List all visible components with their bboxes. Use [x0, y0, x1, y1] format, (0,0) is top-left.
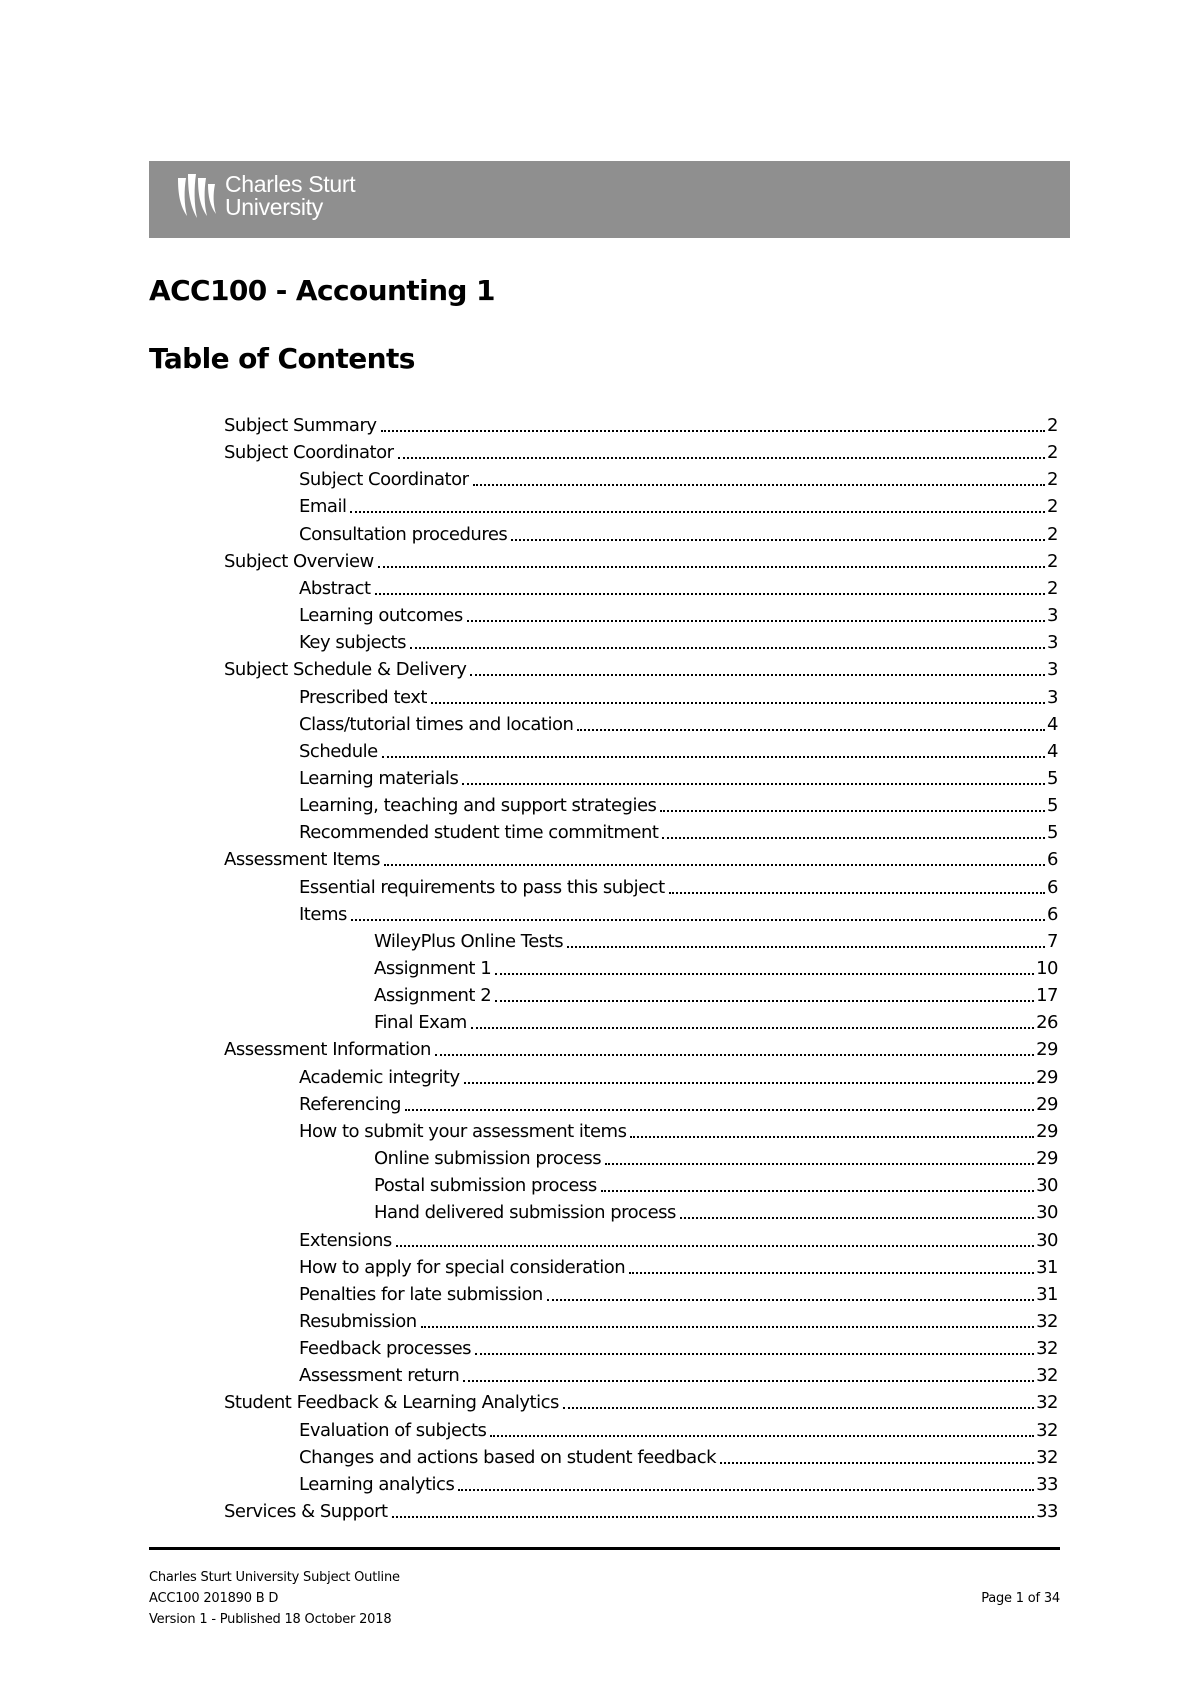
toc-entry-label: Learning materials [299, 767, 459, 789]
toc-entry[interactable] [299, 682, 1058, 709]
toc-entry-page: 32 [1036, 1446, 1058, 1468]
toc-entry-label: Extensions [299, 1229, 392, 1251]
toc-entry-page: 30 [1036, 1202, 1058, 1224]
toc-entry-page: 2 [1047, 442, 1058, 464]
toc-entry-label: Subject Coordinator [299, 469, 469, 491]
toc-dot-leader [629, 1272, 1034, 1274]
toc-entry-label: Essential requirements to pass this subject [299, 876, 665, 898]
toc-entry[interactable] [224, 1034, 1058, 1061]
toc-dot-leader [563, 1407, 1034, 1409]
toc-dot-leader [410, 647, 1045, 649]
toc-entry-page: 2 [1047, 415, 1058, 436]
toc-entry[interactable] [299, 736, 1058, 763]
toc-dot-leader [462, 783, 1045, 785]
toc-entry-label: How to apply for special consideration [299, 1256, 626, 1278]
toc-dot-leader [421, 1326, 1034, 1328]
toc-entry-page: 29 [1036, 1066, 1058, 1088]
toc-entry-page: 5 [1047, 822, 1058, 844]
toc-entry[interactable] [299, 1279, 1058, 1306]
toc-entry[interactable] [299, 491, 1058, 518]
toc-dot-leader [605, 1163, 1034, 1165]
toc-entry-label: Final Exam [374, 1012, 467, 1034]
toc-entry-label: Abstract [299, 577, 371, 599]
toc-entry[interactable] [299, 817, 1058, 844]
toc-entry-label: Assessment Information [224, 1039, 431, 1061]
toc-entry-label: Assessment Items [224, 849, 381, 871]
footer-institution: Charles Sturt University Subject Outline [149, 1570, 400, 1585]
toc-entry-label: Items [299, 903, 347, 925]
toc-entry-page: 32 [1036, 1338, 1058, 1360]
toc-entry-page: 33 [1036, 1473, 1058, 1495]
toc-entry-label: Key subjects [299, 632, 406, 654]
toc-entry[interactable] [299, 899, 1058, 926]
footer-page-number: Page 1 of 34 [981, 1591, 1060, 1606]
toc-entry-page: 32 [1036, 1365, 1058, 1387]
toc-dot-leader [351, 919, 1045, 921]
toc-dot-leader [458, 1489, 1034, 1491]
toc-entry-label: Subject Schedule & Delivery [224, 659, 467, 681]
toc-entry[interactable] [224, 654, 1058, 681]
toc-dot-leader [381, 430, 1046, 432]
toc-dot-leader [350, 511, 1045, 513]
logo-line-2: University [225, 194, 323, 220]
toc-entry-label: Recommended student time commitment [299, 822, 659, 844]
toc-dot-leader [601, 1190, 1034, 1192]
toc-dot-leader [405, 1109, 1034, 1111]
toc-entry[interactable] [224, 1387, 1058, 1414]
toc-dot-leader [431, 702, 1045, 704]
toc-entry[interactable] [299, 1333, 1058, 1360]
toc-entry-label: Penalties for late submission [299, 1283, 543, 1305]
toc-entry[interactable] [224, 437, 1058, 464]
footer-divider [149, 1547, 1060, 1550]
toc-dot-leader [384, 864, 1045, 866]
toc-entry-label: Assessment return [299, 1365, 460, 1387]
toc-entry-page: 2 [1047, 577, 1058, 599]
toc-dot-leader [680, 1217, 1034, 1219]
toc-entry-page: 32 [1036, 1310, 1058, 1332]
toc-entry-page: 3 [1047, 605, 1058, 627]
toc-dot-leader [490, 1435, 1034, 1437]
toc-entry-page: 30 [1036, 1175, 1058, 1197]
toc-entry-page: 4 [1047, 713, 1058, 735]
toc-entry-page: 6 [1047, 876, 1058, 898]
toc-entry-label: Class/tutorial times and location [299, 713, 574, 735]
toc-entry-page: 31 [1036, 1283, 1058, 1305]
toc-entry[interactable] [374, 1143, 1058, 1170]
toc-entry-label: Learning analytics [299, 1473, 455, 1495]
toc-entry-label: Learning outcomes [299, 605, 463, 627]
toc-entry-label: Changes and actions based on student feedback [299, 1446, 717, 1468]
toc-entry-label: Consultation procedures [299, 523, 508, 545]
toc-entry-page: 2 [1047, 469, 1058, 491]
toc-entry-page: 26 [1036, 1012, 1058, 1034]
toc-entry-page: 32 [1036, 1419, 1058, 1441]
toc-dot-leader [630, 1136, 1034, 1138]
toc-entry-page: 31 [1036, 1256, 1058, 1278]
toc-entry-page: 2 [1047, 550, 1058, 572]
toc-entry[interactable] [299, 1252, 1058, 1279]
toc-entry-page: 29 [1036, 1039, 1058, 1061]
toc-entry-page: 32 [1036, 1392, 1058, 1414]
toc-entry-label: Postal submission process [374, 1175, 597, 1197]
toc-entry[interactable] [299, 464, 1058, 491]
toc-entry-page: 5 [1047, 795, 1058, 817]
toc-entry[interactable] [374, 1007, 1058, 1034]
toc-dot-leader [475, 1353, 1034, 1355]
toc-entry-page: 4 [1047, 740, 1058, 762]
toc-entry[interactable] [374, 953, 1058, 980]
toc-entry[interactable] [299, 790, 1058, 817]
toc-entry[interactable] [299, 872, 1058, 899]
toc-entry[interactable] [299, 1469, 1058, 1496]
toc-dot-leader [577, 729, 1045, 731]
toc-dot-leader [567, 946, 1045, 948]
toc-entry[interactable] [299, 1225, 1058, 1252]
toc-dot-leader [375, 593, 1045, 595]
toc-heading: Table of Contents [149, 342, 415, 375]
toc-dot-leader [382, 756, 1045, 758]
toc-entry-page: 3 [1047, 686, 1058, 708]
toc-dot-leader [720, 1462, 1034, 1464]
toc-entry-page: 29 [1036, 1093, 1058, 1115]
toc-entry-page: 6 [1047, 903, 1058, 925]
toc-dot-leader [495, 1000, 1034, 1002]
toc-entry-label: How to submit your assessment items [299, 1120, 627, 1142]
toc-dot-leader [511, 539, 1045, 541]
toc-entry-label: Feedback processes [299, 1338, 472, 1360]
toc-entry-page: 2 [1047, 496, 1058, 518]
toc-entry-label: Email [299, 496, 347, 518]
toc-entry[interactable] [299, 1089, 1058, 1116]
toc-entry-page: 33 [1036, 1501, 1058, 1522]
university-logo [175, 172, 355, 220]
toc-entry[interactable] [299, 1360, 1058, 1387]
toc-entry-label: Academic integrity [299, 1066, 460, 1088]
toc-dot-leader [398, 457, 1046, 459]
toc-dot-leader [660, 810, 1045, 812]
toc-entry-label: Subject Summary [224, 415, 377, 436]
toc-dot-leader [662, 837, 1045, 839]
toc-entry-label: Learning, teaching and support strategies [299, 795, 657, 817]
toc-dot-leader [392, 1516, 1035, 1518]
toc-entry-page: 5 [1047, 767, 1058, 789]
toc-entry-page: 3 [1047, 632, 1058, 654]
toc-entry[interactable] [299, 573, 1058, 600]
toc-entry-page: 3 [1047, 659, 1058, 681]
toc-entry[interactable] [299, 1415, 1058, 1442]
toc-dot-leader [547, 1299, 1034, 1301]
toc-entry[interactable] [374, 1197, 1058, 1224]
toc-entry-label: Subject Overview [224, 550, 374, 572]
logo-line-1: Charles Sturt [225, 171, 356, 197]
toc-entry[interactable] [224, 1496, 1058, 1523]
toc-entry-label: Evaluation of subjects [299, 1419, 487, 1441]
toc-entry-page: 2 [1047, 523, 1058, 545]
toc-entry-page: 10 [1036, 958, 1058, 979]
toc-entry[interactable] [374, 980, 1058, 1007]
toc-entry-label: Assignment 1 [374, 958, 492, 979]
toc-entry-label: Hand delivered submission process [374, 1202, 676, 1224]
toc-entry[interactable] [299, 763, 1058, 790]
toc-entry-label: Resubmission [299, 1310, 417, 1332]
toc-entry-page: 7 [1047, 930, 1058, 952]
toc-entry[interactable] [299, 1116, 1058, 1143]
toc-entry-label: Prescribed text [299, 686, 427, 708]
footer-subject-code: ACC100 201890 B D [149, 1591, 279, 1606]
toc-entry[interactable] [374, 1170, 1058, 1197]
toc-dot-leader [435, 1054, 1034, 1056]
toc-entry[interactable] [299, 600, 1058, 627]
toc-entry-label: Online submission process [374, 1148, 602, 1170]
toc-entry[interactable] [299, 1306, 1058, 1333]
toc-entry-page: 30 [1036, 1229, 1058, 1251]
toc-dot-leader [396, 1245, 1034, 1247]
toc-entry[interactable] [299, 709, 1058, 736]
toc-entry-page: 29 [1036, 1148, 1058, 1170]
toc-entry[interactable] [299, 1442, 1058, 1469]
toc-entry-label: Student Feedback & Learning Analytics [224, 1392, 559, 1414]
toc-entry[interactable] [224, 844, 1058, 871]
toc-dot-leader [464, 1082, 1034, 1084]
toc-dot-leader [669, 892, 1045, 894]
footer-version: Version 1 - Published 18 October 2018 [149, 1612, 392, 1627]
toc-entry-page: 6 [1047, 849, 1058, 871]
toc-entry-label: Assignment 2 [374, 985, 492, 1007]
toc-dot-leader [463, 1380, 1034, 1382]
university-crest-icon [175, 172, 219, 220]
toc-entry-label: Referencing [299, 1093, 401, 1115]
toc-entry-label: WileyPlus Online Tests [374, 930, 564, 952]
toc-dot-leader [378, 566, 1045, 568]
toc-entry[interactable] [299, 1062, 1058, 1089]
toc-entry-label: Services & Support [224, 1501, 388, 1522]
toc-dot-leader [495, 973, 1034, 975]
toc-entry-page: 17 [1036, 985, 1058, 1007]
toc-entry[interactable] [374, 926, 1058, 953]
toc-entry[interactable] [224, 410, 1058, 437]
document-title: ACC100 - Accounting 1 [149, 274, 495, 307]
toc-entry[interactable] [299, 519, 1058, 546]
toc-dot-leader [471, 1027, 1034, 1029]
toc-entry-page: 29 [1036, 1120, 1058, 1142]
header-banner [149, 161, 1070, 238]
toc-dot-leader [473, 484, 1046, 486]
toc-dot-leader [467, 620, 1045, 622]
toc-entry-label: Subject Coordinator [224, 442, 394, 464]
toc-entry[interactable] [299, 627, 1058, 654]
toc-entry-label: Schedule [299, 740, 378, 762]
toc-entry[interactable] [224, 546, 1058, 573]
toc-dot-leader [470, 674, 1045, 676]
